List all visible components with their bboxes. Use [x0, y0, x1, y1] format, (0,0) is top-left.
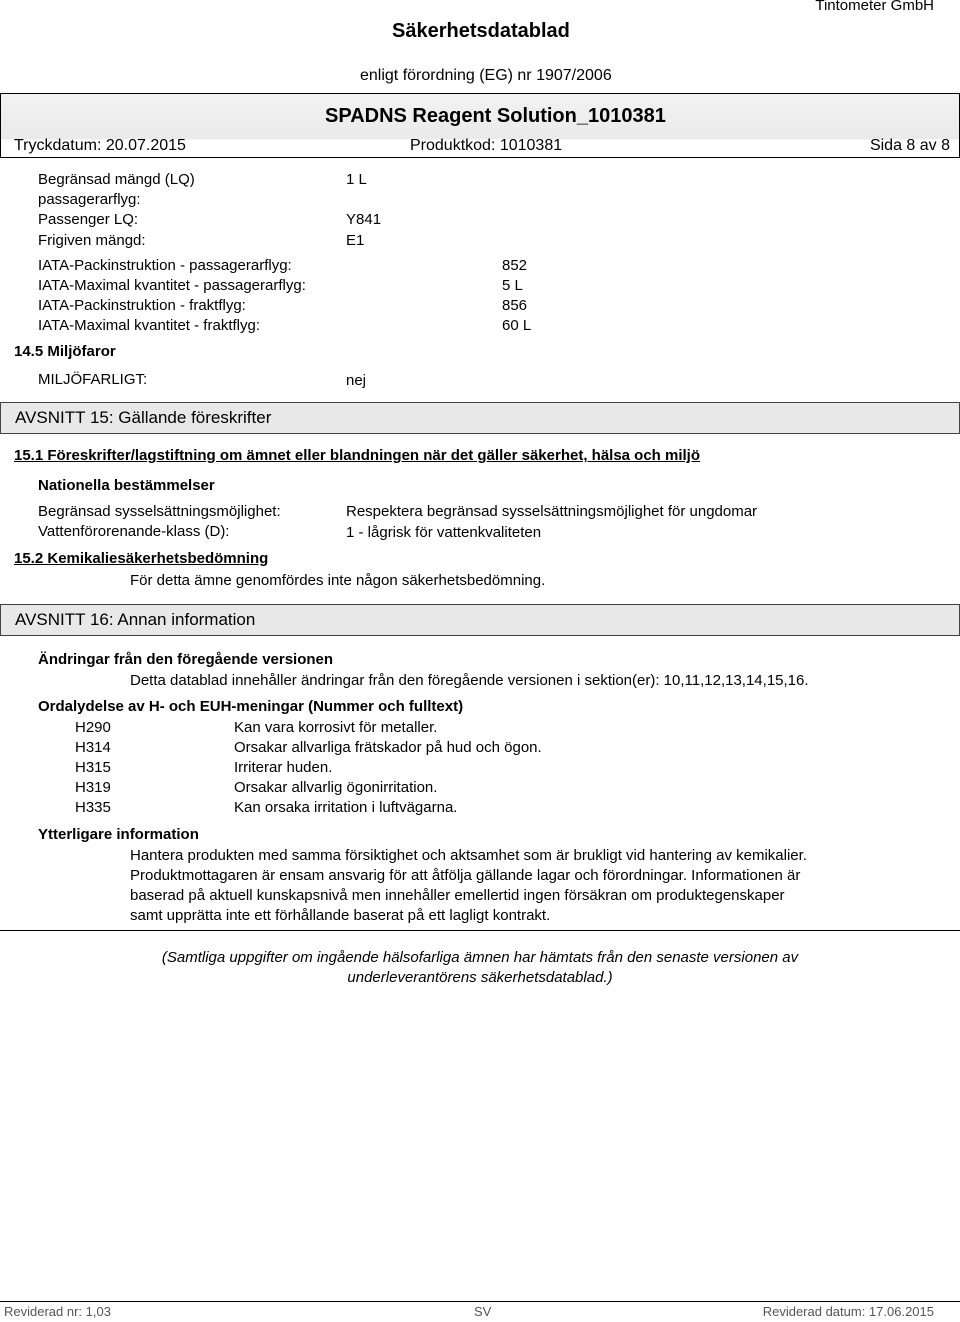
lq-label-cont: passagerarflyg:: [38, 191, 141, 208]
h-statement-text: Irriterar huden.: [234, 759, 333, 776]
h-statement-code: H315: [75, 759, 111, 776]
national-regulations-heading: Nationella bestämmelser: [38, 477, 215, 494]
passenger-lq-label: Passenger LQ:: [38, 211, 139, 228]
revision-number: Reviderad nr: 1,03: [4, 1304, 111, 1319]
section-15-1-heading: 15.1 Föreskrifter/lagstiftning om ämnet eller blandningen när det gäller säkerhet, hälsa och miljö: [14, 447, 701, 464]
h-statement-text: Kan vara korrosivt för metaller.: [234, 719, 438, 736]
passenger-lq-value: Y841: [346, 211, 382, 228]
iata-label: IATA-Maximal kvantitet - passagerarflyg:: [38, 277, 306, 294]
iata-value: 60 L: [502, 317, 532, 334]
iata-value: 852: [502, 257, 528, 274]
iata-label: IATA-Maximal kvantitet - fraktflyg:: [38, 317, 260, 334]
print-date: Tryckdatum: 20.07.2015: [14, 137, 186, 154]
product-name: SPADNS Reagent Solution_1010381: [325, 105, 666, 127]
section-divider: [0, 930, 960, 931]
regulation-label: Vattenförorenande-klass (D):: [38, 523, 230, 540]
excepted-quantity-value: E1: [346, 232, 365, 249]
revision-date: Reviderad datum: 17.06.2015: [762, 1304, 934, 1319]
further-info-line: baserad på aktuell kunskapsnivå men innehåller emellertid ingen försäkran om produktegenskaper: [130, 887, 785, 904]
environment-hazard-value: nej: [346, 372, 367, 389]
section-15-title: AVSNITT 15: Gällande föreskrifter: [15, 408, 272, 427]
source-note-line: underleverantörens säkerhetsdatablad.): [347, 969, 613, 986]
page-number: Sida 8 av 8: [869, 137, 950, 154]
h-statement-code: H335: [75, 799, 111, 816]
environment-hazards-heading: 14.5 Miljöfaror: [14, 343, 116, 360]
environment-hazard-label: MILJÖFARLIGT:: [38, 371, 148, 388]
h-statements-heading: Ordalydelse av H- och EUH-meningar (Nummer och fulltext): [38, 698, 464, 715]
source-note-line: (Samtliga uppgifter om ingående hälsofarliga ämnen har hämtats från den senaste versionen av: [161, 949, 799, 966]
regulation-value: Respektera begränsad sysselsättningsmöjlighet för ungdomar: [346, 503, 758, 520]
company-name: Tintometer GmbH: [815, 0, 934, 14]
section-15-header: [0, 402, 960, 434]
lq-value: 1 L: [346, 171, 367, 188]
further-info-line: Hantera produkten med samma försiktighet och aktsamhet som är brukligt vid hantering av kemikalier.: [130, 847, 807, 864]
document-title: Säkerhetsdatablad: [392, 20, 570, 42]
regulation-reference: enligt förordning (EG) nr 1907/2006: [360, 67, 612, 84]
excepted-quantity-label: Frigiven mängd:: [38, 232, 146, 249]
regulation-label: Begränsad sysselsättningsmöjlighet:: [38, 503, 281, 520]
h-statement-text: Orsakar allvarliga frätskador på hud och ögon.: [234, 739, 542, 756]
safety-assessment-text: För detta ämne genomfördes inte någon säkerhetsbedömning.: [130, 572, 546, 589]
h-statement-text: Kan orsaka irritation i luftvägarna.: [234, 799, 458, 816]
lq-label: Begränsad mängd (LQ): [38, 171, 195, 188]
product-code: Produktkod: 1010381: [410, 137, 563, 154]
language-code: SV: [474, 1304, 492, 1319]
h-statement-code: H290: [75, 719, 111, 736]
further-info-heading: Ytterligare information: [38, 826, 199, 843]
further-info-line: Produktmottagaren är ensam ansvarig för att åtfölja gällande lagar och förordningar. Informationen är: [130, 867, 801, 884]
section-15-2-heading: 15.2 Kemikaliesäkerhetsbedömning: [14, 550, 269, 567]
changes-heading: Ändringar från den föregående versionen: [38, 651, 334, 668]
further-info-line: samt upprätta inte ett förhållande baserat på ett lagligt kontrakt.: [130, 907, 551, 924]
section-16-title: AVSNITT 16: Annan information: [15, 610, 256, 629]
regulation-value: 1 - lågrisk för vattenkvaliteten: [346, 524, 542, 541]
iata-value: 856: [502, 297, 528, 314]
h-statement-text: Orsakar allvarlig ögonirritation.: [234, 779, 438, 796]
section-16-header: [0, 604, 960, 636]
h-statement-code: H314: [75, 739, 111, 756]
iata-value: 5 L: [502, 277, 523, 294]
iata-label: IATA-Packinstruktion - fraktflyg:: [38, 297, 246, 314]
h-statement-code: H319: [75, 779, 111, 796]
changes-text: Detta datablad innehåller ändringar från den föregående versionen i sektion(er): 10,11,12,13,14,15,16.: [130, 672, 809, 689]
iata-label: IATA-Packinstruktion - passagerarflyg:: [38, 257, 292, 274]
